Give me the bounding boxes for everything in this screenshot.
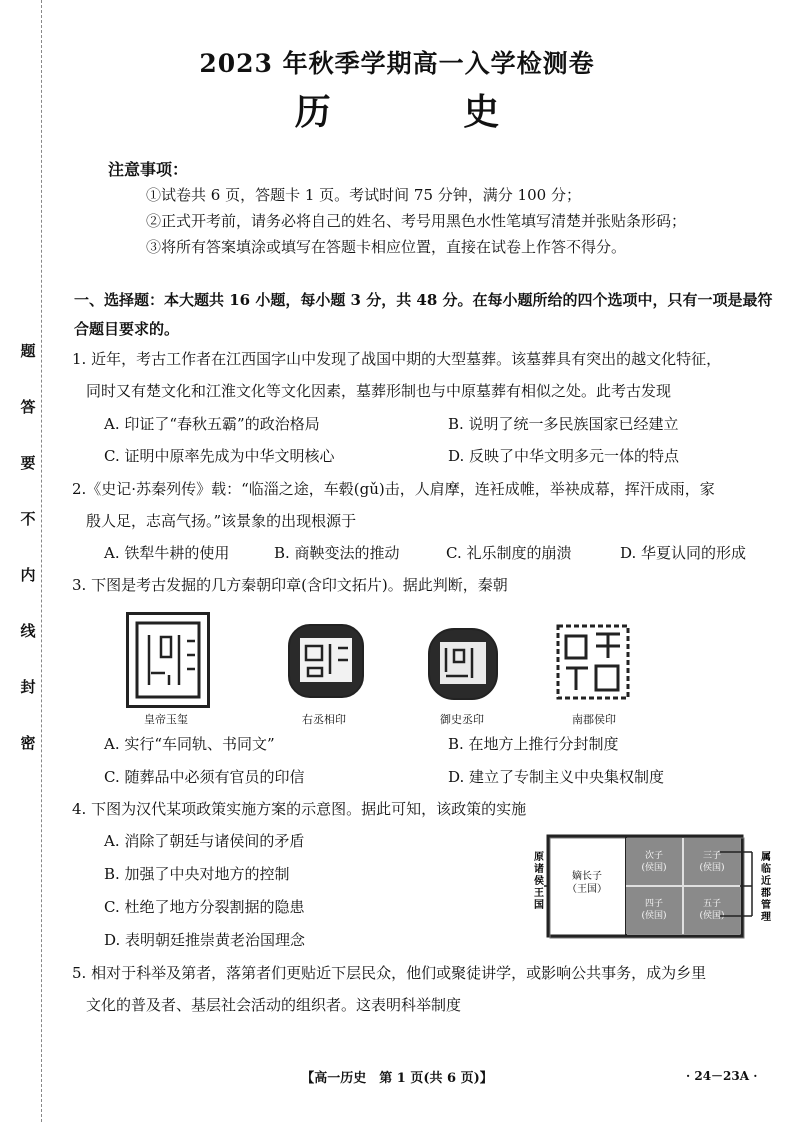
page-footer: 【高一历史 第 1 页(共 6 页)】	[301, 1071, 493, 1086]
sub-fief-cell: 四子(侯国)	[641, 899, 667, 921]
left-vertical-label	[534, 850, 544, 911]
seal-image	[428, 628, 498, 700]
sub-fief-cell: 三子(侯国)	[699, 851, 725, 873]
q2-stem-line: 2.《史记·苏秦列传》载：“临淄之途，车毂(gǔ)击，人肩摩，连衽成帷，举袂成幕，挥汗成雨，家	[72, 480, 715, 498]
notice-heading: 注意事项：	[108, 160, 189, 179]
seal-image	[288, 624, 364, 698]
q3-stem-line: 3. 下图是考古发掘的几方秦朝印章(含印文拓片)。据此判断，秦朝	[72, 576, 508, 594]
q1-option-c: C. 证明中原率先成为中华文明核心	[104, 447, 335, 465]
seal-glyph	[290, 626, 362, 696]
notice-item: ①试卷共 6 页，答题卡 1 页。考试时间 75 分钟，满分 100 分；	[146, 186, 581, 204]
q2-stem-line: 殷人足，志高气扬。”该景象的出现根源于	[86, 512, 357, 530]
seal-caption: 御史丞印	[440, 713, 484, 726]
q1-option-d: D. 反映了中华文明多元一体的特点	[448, 447, 680, 465]
vertical-label-char: 理	[761, 912, 771, 923]
q4-option-a: A. 消除了朝廷与诸侯间的矛盾	[104, 832, 305, 850]
vertical-label-char: 管	[761, 900, 771, 911]
vertical-label-char: 临	[761, 864, 771, 875]
margin-char: 不	[20, 510, 36, 528]
q4-option-b: B. 加强了中央对地方的控制	[104, 865, 290, 883]
seal-glyph	[129, 615, 207, 705]
margin-char: 要	[20, 454, 36, 472]
q5-stem-line: 5. 相对于科举及第者，落第者们更贴近下层民众，他们或聚徒讲学，或影响公共事务，成为乡里	[72, 964, 707, 982]
seal-glyph	[430, 630, 496, 698]
q2-option-a: A. 铁犁牛耕的使用	[104, 544, 230, 562]
seal-caption: 右丞相印	[302, 713, 346, 726]
q1-stem-line: 1. 近年，考古工作者在江西国字山中发现了战国中期的大型墓葬。该墓葬具有突出的越文化特征，	[72, 350, 722, 368]
seal-caption: 皇帝玉玺	[144, 713, 188, 726]
q3-option-a: A. 实行“车同轨、书同文”	[104, 735, 275, 753]
vertical-label-char: 属	[761, 852, 771, 863]
right-vertical-label	[760, 850, 772, 923]
q2-option-d: D. 华夏认同的形成	[620, 544, 747, 562]
q5-stem-line: 文化的普及者、基层社会活动的组织者。这表明科举制度	[86, 996, 462, 1014]
sub-fief-cell: 五子(侯国)	[699, 899, 725, 921]
margin-char: 答	[20, 398, 36, 416]
vertical-label-char: 郡	[761, 888, 771, 899]
vertical-label-char: 原	[534, 852, 544, 863]
section-heading: 一、选择题：本大题共 16 小题，每小题 3 分，共 48 分。在每小题所给的四个选项中，只有一项是最符合题目要求的。	[74, 291, 773, 338]
vertical-label-char: 国	[534, 900, 544, 911]
margin-char: 线	[20, 622, 36, 640]
q1-option-b: B. 说明了统一多民族国家已经建立	[448, 415, 679, 433]
binding-margin-text	[16, 340, 40, 760]
q1-stem-line: 同时又有楚文化和江淮文化等文化因素，墓葬形制也与中原墓葬有相似之处。此考古发现	[86, 382, 672, 400]
notice-item: ②正式开考前，请务必将自己的姓名、考号用黑色水性笔填写清楚并张贴条形码；	[146, 212, 687, 230]
q2-option-c: C. 礼乐制度的崩溃	[446, 544, 572, 562]
vertical-label-char: 诸	[534, 864, 544, 875]
q1-option-a: A. 印证了“春秋五霸”的政治格局	[104, 415, 320, 433]
margin-char: 题	[20, 342, 36, 360]
exam-title: 2023 年秋季学期高一入学检测卷	[199, 49, 595, 78]
margin-char: 内	[20, 566, 36, 584]
subject-title: 历 史	[294, 91, 560, 133]
sub-fief-cell: 次子(侯国)	[641, 851, 667, 873]
q3-option-d: D. 建立了专制主义中央集权制度	[448, 768, 665, 786]
seal-caption: 南郡侯印	[572, 713, 616, 726]
margin-char: 密	[20, 734, 36, 752]
binding-line	[41, 0, 42, 1122]
vertical-label-char: 近	[761, 876, 771, 887]
q4-option-d: D. 表明朝廷推崇黄老治国理念	[104, 931, 306, 949]
q2-option-b: B. 商鞅变法的推动	[274, 544, 400, 562]
notice-item: ③将所有答案填涂或填写在答题卡相应位置，直接在试卷上作答不得分。	[146, 238, 627, 256]
seal-glyph	[556, 624, 630, 700]
margin-char: 封	[20, 678, 36, 696]
q4-option-c: C. 杜绝了地方分裂割据的隐患	[104, 898, 305, 916]
center-heir-label: 嫡长子（王国）	[567, 871, 607, 895]
vertical-label-char: 侯	[534, 876, 544, 887]
q3-option-c: C. 随葬品中必须有官员的印信	[104, 768, 305, 786]
seal-image	[126, 612, 210, 708]
paper-code: · 24－23A ·	[686, 1069, 758, 1083]
vertical-label-char: 王	[534, 888, 544, 899]
q4-stem-line: 4. 下图为汉代某项政策实施方案的示意图。据此可知，该政策的实施	[72, 800, 527, 818]
q3-option-b: B. 在地方上推行分封制度	[448, 735, 619, 753]
seal-image	[556, 624, 630, 700]
fief-division-diagram	[530, 830, 780, 942]
